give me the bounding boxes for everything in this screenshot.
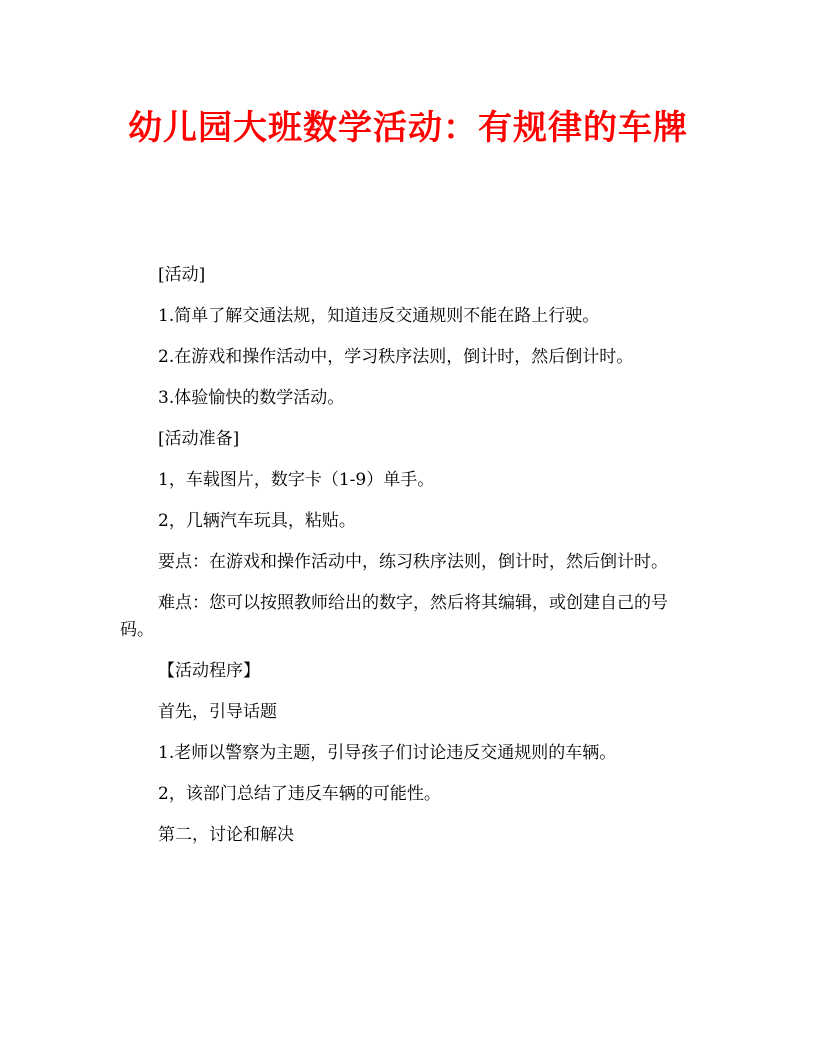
paragraph-key-point: 要点：在游戏和操作活动中，练习秩序法则，倒计时，然后倒计时。	[158, 552, 668, 572]
paragraph-preparation-heading: [活动准备]	[158, 429, 240, 449]
paragraph-step-2: 2，该部门总结了违反车辆的可能性。	[158, 784, 441, 804]
paragraph-difficulty: 难点：您可以按照教师给出的数字，然后将其编辑，或创建自己的号码。	[120, 593, 668, 640]
paragraph-goal-1: 1.简单了解交通法规，知道违反交通规则不能在路上行驶。	[158, 306, 600, 326]
paragraph-goal-3: 3.体验愉快的数学活动。	[158, 388, 345, 408]
paragraph-step-first: 首先，引导话题	[158, 702, 277, 722]
paragraph-step-second: 第二，讨论和解决	[158, 825, 294, 845]
document-body	[120, 262, 696, 863]
document-title: 幼儿园大班数学活动：有规律的车牌	[128, 108, 688, 148]
paragraph-goal-2: 2.在游戏和操作活动中，学习秩序法则，倒计时，然后倒计时。	[158, 347, 634, 367]
paragraph-preparation-1: 1，车载图片，数字卡（1-9）单手。	[158, 470, 435, 490]
paragraph-procedure-heading: 【活动程序】	[158, 661, 260, 681]
paragraph-step-1: 1.老师以警察为主题，引导孩子们讨论违反交通规则的车辆。	[158, 743, 617, 763]
paragraph-preparation-2: 2，几辆汽车玩具，粘贴。	[158, 511, 356, 531]
paragraph-activity-heading: [活动]	[158, 265, 206, 285]
